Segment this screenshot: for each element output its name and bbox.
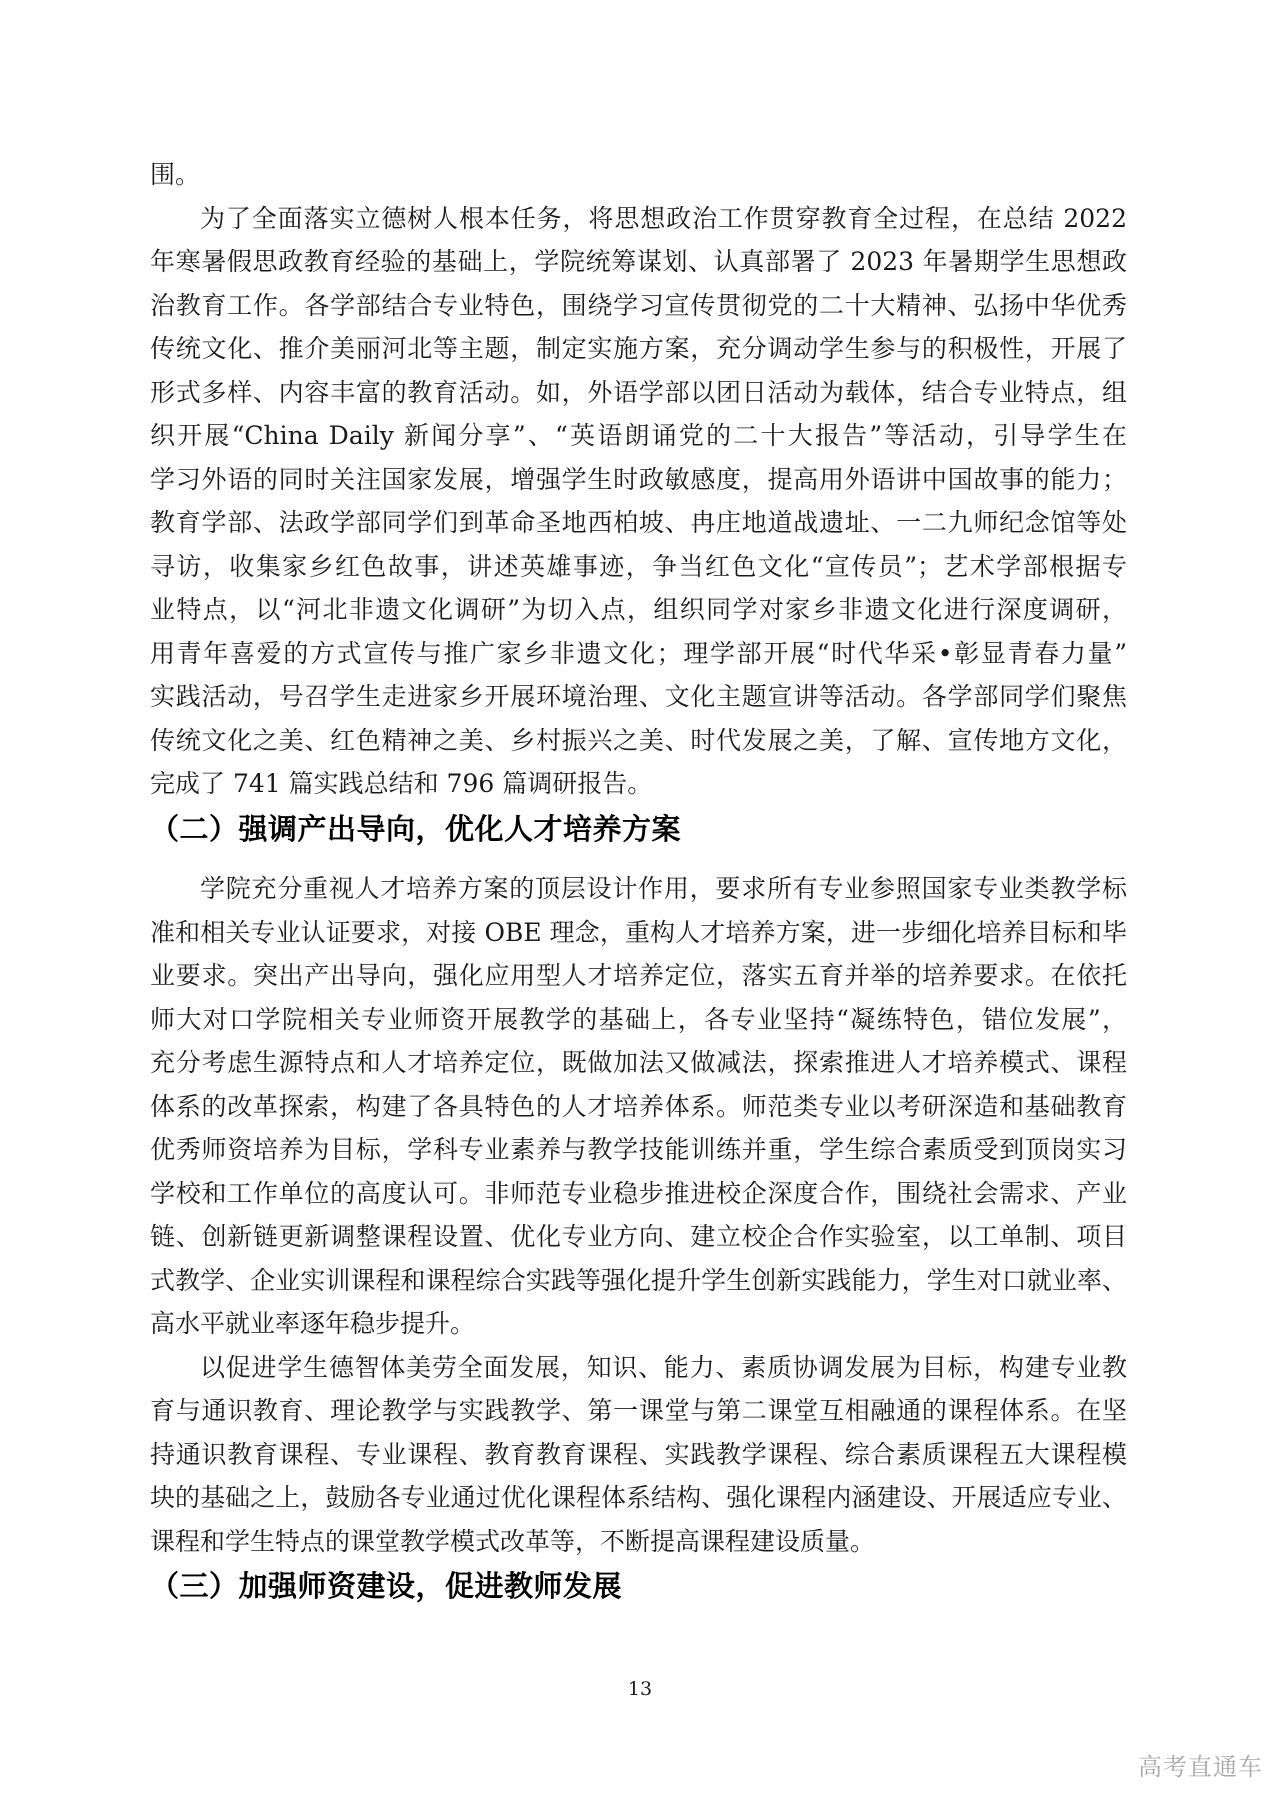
text-line: 传统文化、推介美丽河北等主题，制定实施方案，充分调动学生参与的积极性，开展了 (150, 334, 1127, 363)
text-line: 围。 (150, 160, 201, 189)
text-line: 用青年喜爱的方式宣传与推广家乡非遗文化；理学部开展“时代华采•彰显青春力量” (150, 638, 1127, 668)
text-line: 业特点，以“河北非遗文化调研”为切入点，组织同学对家乡非遗文化进行深度调研， (150, 595, 1127, 624)
text-line: 课程和学生特点的课堂教学模式改革等，不断提高课程建设质量。 (150, 1526, 876, 1556)
page-number: 13 (627, 1678, 653, 1700)
text-line: 寻访，收集家乡红色故事，讲述英雄事迹，争当红色文化“宣传员”；艺术学部根据专 (150, 551, 1127, 581)
text-line: 师大对口学院相关专业师资开展教学的基础上，各专业坚持“凝练特色，错位发展”， (150, 1004, 1127, 1034)
text-line: 形式多样、内容丰富的教育活动。如，外语学部以团日活动为载体，结合专业特点，组 (150, 377, 1127, 407)
text-line: 教育学部、法政学部同学们到革命圣地西柏坡、冉庄地道战遗址、一二九师纪念馆等处 (150, 508, 1127, 537)
body-text (150, 153, 1127, 1625)
text-line: 体系的改革探索，构建了各具特色的人才培养体系。师范类专业以考研深造和基础教育 (150, 1091, 1127, 1121)
text-line: 以促进学生德智体美劳全面发展，知识、能力、素质协调发展为目标，构建专业教 (200, 1352, 1127, 1382)
text-line: 充分考虑生源特点和人才培养定位，既做加法又做减法，探索推进人才培养模式、课程 (150, 1048, 1127, 1077)
text-line: 链、创新链更新调整课程设置、优化专业方向、建立校企合作实验室，以工单制、项目 (150, 1222, 1127, 1251)
watermark-text: 高考直通车 (1138, 1753, 1263, 1781)
text-line: 式教学、企业实训课程和课程综合实践等强化提升学生创新实践能力，学生对口就业率、 (150, 1265, 1127, 1295)
text-line: 完成了 741 篇实践总结和 796 篇调研报告。 (150, 769, 653, 798)
text-line: 织开展“China Daily 新闻分享”、“英语朗诵党的二十大报告”等活动，引导学生在 (150, 421, 1127, 450)
text-line: 传统文化之美、红色精神之美、乡村振兴之美、时代发展之美，了解、宣传地方文化， (150, 725, 1127, 755)
text-line: 块的基础之上，鼓励各专业通过优化课程体系结构、强化课程内涵建设、开展适应专业、 (150, 1483, 1127, 1512)
paragraph-continuation (150, 153, 1127, 197)
text-line: 学习外语的同时关注国家发展，增强学生时政敏感度，提高用外语讲中国故事的能力； (150, 464, 1127, 494)
text-line: 实践活动，号召学生走进家乡开展环境治理、文化主题宣讲等活动。各学部同学们聚焦 (150, 682, 1127, 711)
text-line: 年寒暑假思政教育经验的基础上，学院统筹谋划、认真部署了 2023 年暑期学生思想政 (150, 247, 1127, 276)
section-heading-output-oriented-talent-plan: （二）强调产出导向，优化人才培养方案 (150, 811, 682, 846)
text-line: 优秀师资培养为目标，学科专业素养与教学技能训练并重，学生综合素质受到顶岗实习 (150, 1135, 1127, 1164)
text-line: 业要求。突出产出导向，强化应用型人才培养定位，落实五育并举的培养要求。在依托 (150, 961, 1127, 990)
text-line: 准和相关专业认证要求，对接 OBE 理念，重构人才培养方案，进一步细化培养目标和毕 (150, 917, 1127, 947)
text-line: 学院充分重视人才培养方案的顶层设计作用，要求所有专业参照国家专业类教学标 (200, 874, 1127, 903)
section-heading-teacher-development: （三）加强师资建设，促进教师发展 (150, 1569, 623, 1603)
text-line: 学校和工作单位的高度认可。非师范专业稳步推进校企深度合作，围绕社会需求、产业 (150, 1178, 1127, 1208)
text-line: 高水平就业率逐年稳步提升。 (150, 1309, 476, 1338)
text-line: 治教育工作。各学部结合专业特色，围绕学习宣传贯彻党的二十大精神、弘扬中华优秀 (150, 290, 1127, 320)
paragraph-talent-training-plan (150, 867, 1127, 1346)
text-line: 为了全面落实立德树人根本任务，将思想政治工作贯穿教育全过程，在总结 2022 (200, 203, 1127, 233)
paragraph-summer-ideological-education (150, 197, 1127, 806)
paragraph-curriculum-system (150, 1346, 1127, 1564)
text-line: 持通识教育课程、专业课程、教育教育课程、实践教学课程、综合素质课程五大课程模 (150, 1439, 1127, 1469)
text-line: 育与通识教育、理论教学与实践教学、第一课堂与第二课堂互相融通的课程体系。在坚 (150, 1396, 1127, 1425)
